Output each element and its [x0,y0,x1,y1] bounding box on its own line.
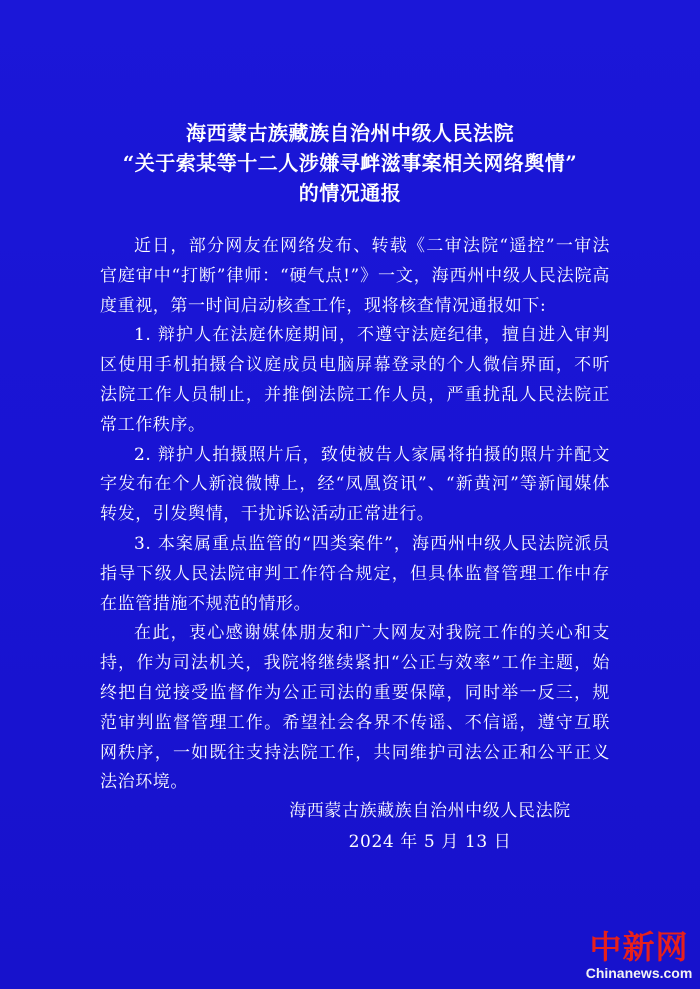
signature-block [250,796,610,858]
chinanews-logo: 中新网 [589,928,689,966]
signature-date: 2024 年 5 月 13 日 [348,832,512,852]
paragraph-item-3: 3. 本案属重点监管的“四类案件”，海西州中级人民法院派员指导下级人民法院审判工作符合规定，但具体监督管理工作中存在监管措施不规范的情形。 [100,533,610,614]
title-line-type: 的情况通报 [298,181,402,205]
notice-title [0,118,700,208]
paragraph-item-2: 2. 辩护人拍摄照片后，致使被告人家属将拍摄的照片并配文字发布在个人新浪微博上，经“凤凰资讯”、“新黄河”等新闻媒体转发，引发舆情，干扰诉讼活动正常进行。 [100,444,610,525]
notice-body [100,232,610,798]
chinanews-watermark [584,929,694,981]
signature-org: 海西蒙古族藏族自治州中级人民法院 [289,801,571,821]
chinanews-url: Chinanews.com [585,965,693,981]
paragraph-intro: 近日，部分网友在网络发布、转载《二审法院“遥控”一审法官庭审中“打断”律师：“硬气点!”》一文，海西州中级人民法院高度重视，第一时间启动核查工作，现将核查情况通报如下: [100,236,610,316]
paragraph-closing: 在此，衷心感谢媒体朋友和广大网友对我院工作的关心和支持，作为司法机关，我院将继续紧扣“公正与效率”工作主题，始终把自觉接受监督作为公正司法的重要保障，同时举一反三，规范审判监督管理工作。希望社会各界不传谣、不信谣，遵守互联网秩序，一如既往支持法院工作，共同维护司法公正和公平正义法治环境。 [100,623,610,793]
title-line-subject: “关于索某等十二人涉嫌寻衅滋事案相关网络舆情” [122,151,578,175]
paragraph-item-1: 1. 辩护人在法庭休庭期间，不遵守法庭纪律，擅自进入审判区使用手机拍摄合议庭成员电脑屏幕登录的个人微信界面，不听法院工作人员制止，并推倒法院工作人员，严重扰乱人民法院正常工作秩序。 [100,325,610,435]
title-line-court: 海西蒙古族藏族自治州中级人民法院 [186,121,514,145]
